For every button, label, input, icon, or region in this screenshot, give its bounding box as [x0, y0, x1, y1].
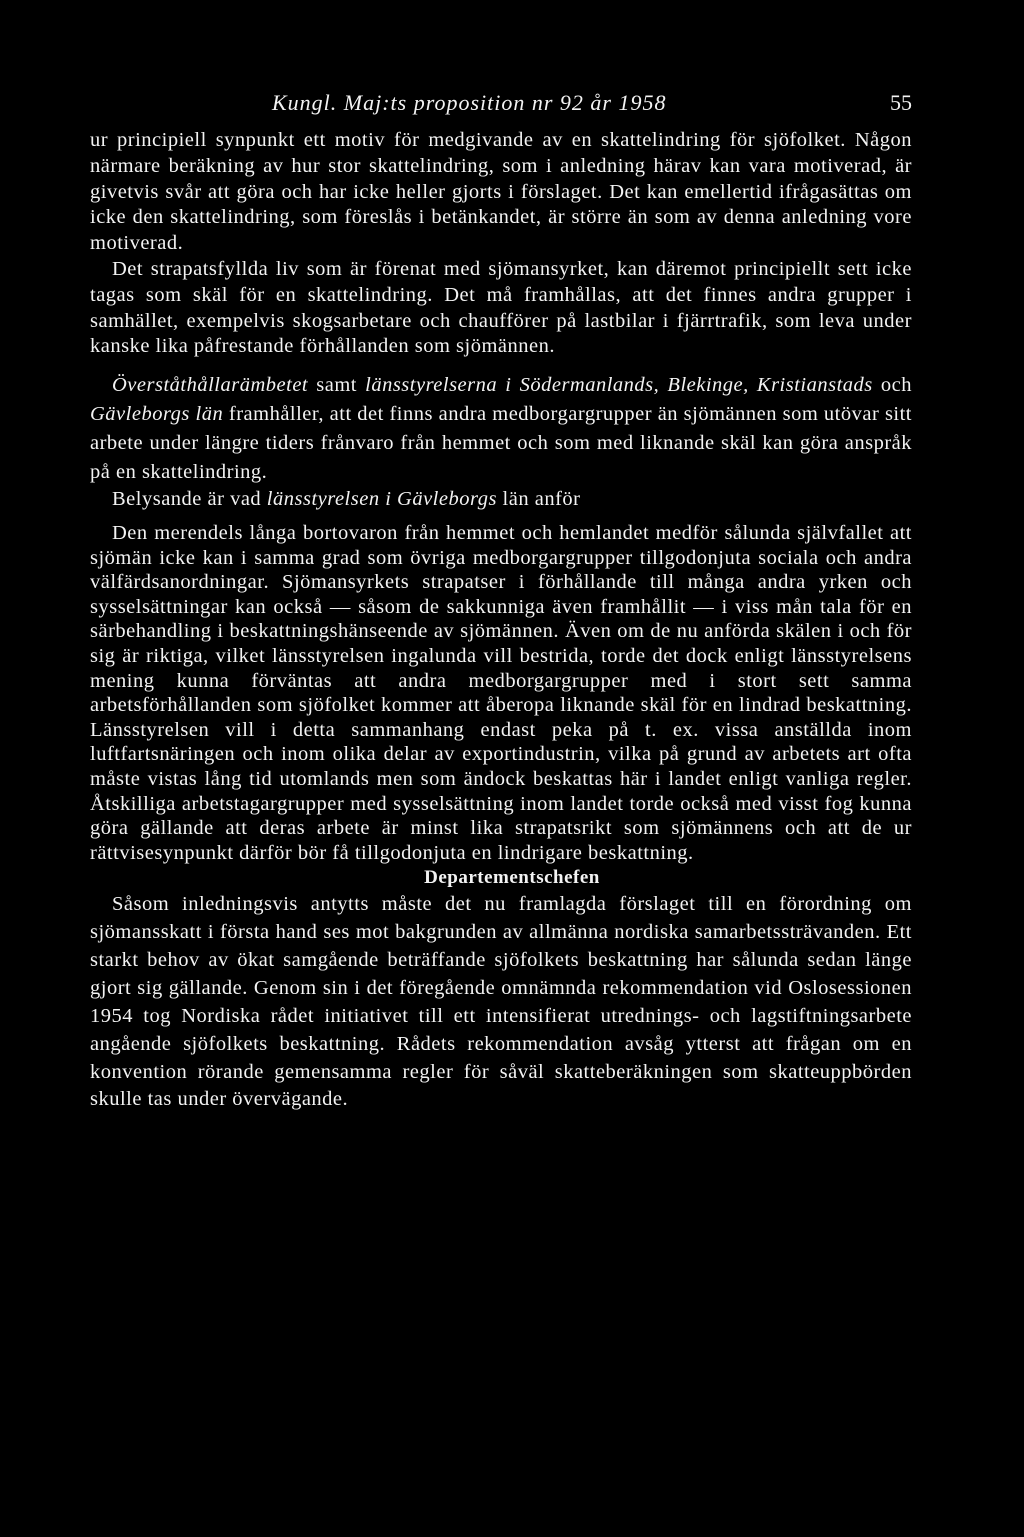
paragraph-3 — [90, 371, 912, 487]
body-text — [90, 128, 912, 1114]
paragraph-2: Det strapatsfyllda liv som är förenat med sjömansyrket, kan däremot principiellt sett icke tagas som skäl för en skattelindring. Det må framhållas, att det finnes andra grupper i samhället, exempelvis skogsarbetare och chaufförer på lastbilar i fjärrtrafik, som leva under kanske lika påfrestande förhållanden som sjömännen. — [90, 257, 912, 358]
paragraph-3-text-3: framhåller, att det finns andra medborgargrupper än sjömännen som utövar sitt arbete under längre tiders frånvaro från hemmet och som med liknande skäl kan göra anspråk på en skattelindring. — [90, 403, 913, 484]
paragraph-4-text-1: Belysande är vad — [112, 488, 267, 511]
authority-name: Överståthållarämbetet — [112, 374, 309, 397]
page-number: 55 — [890, 90, 912, 115]
section-heading: Departementschefen — [424, 867, 600, 889]
running-head — [90, 84, 916, 120]
authority-name: Gävleborgs län — [90, 403, 224, 426]
paragraph-4 — [90, 487, 912, 513]
running-title: Kungl. Maj:ts proposition nr 92 år 1958 — [272, 90, 667, 115]
paragraph-1: ur principiell synpunkt ett motiv för medgivande av en skattelindring för sjöfolket. Någon närmare beräkning av hur stor skattelindring, som i anledning härav kan vara motiverad, är givetvis svår att göra och har icke heller gjorts i förslaget. Det kan emellertid ifrågasättas om icke den skattelindring, som föreslås i betänkandet, är större än som av denna anledning vore motiverad. — [90, 129, 912, 255]
paragraph-3-text-1: samt — [308, 374, 366, 397]
paragraph-5: Såsom inledningsvis antytts måste det nu framlagda förslaget till en förordning om sjömansskatt i första hand ses mot bakgrunden av allmänna nordiska samarbetssträvanden. Ett starkt behov av ökat samgående beträffande sjöfolkets beskattning har sålunda sedan länge gjort sig gällande. Genom sin i det föregående omnämnda rekommendation vid Oslosessionen 1954 tog Nordiska rådet initiativet till ett intensifierat utrednings- och lagstiftningsarbete angående sjöfolkets beskattning. Rådets rekommendation avsåg ytterst att frågan om en konvention rörande gemensamma regler för såväl skatteberäkningen som skatteuppbörden skulle tas under övervägande. — [90, 893, 912, 1111]
paragraph-3-text-2: och — [872, 374, 913, 397]
authority-name: länsstyrelserna i Södermanlands, Blekinge, Kristianstads — [365, 374, 873, 397]
paragraph-4-text-2: län anför — [496, 488, 581, 511]
authority-name: länsstyrelsen i Gävleborgs — [266, 488, 497, 511]
quoted-statement: Den merendels långa bortovaron från hemmet och hemlandet medför sålunda självfallet att sjömän icke kan i samma grad som övriga medborgargrupper tillgodonjuta sociala och andra välfärdsanordningar. Sjömansyrkets strapatser i förhållande till många andra yrken och sysselsättningar kan också — såsom de sakkunniga även framhållit — i viss mån tala för en särbehandling i beskattningshänseende av sjömännen. Även om de nu anförda skälen i och för sig är riktiga, vilket länsstyrelsen ingalunda vill bestrida, torde det dock enligt länsstyrelsens mening kunna förväntas att andra medborgargrupper med i stort sett samma arbetsförhållanden som sjöfolket kommer att åberopa liknande skäl för en lindrad beskattning. Länsstyrelsen vill i detta sammanhang endast peka på t. ex. vissa anställda inom luftfartsnäringen och inom olika delar av exportindustrin, vilka på grund av arbetets art ofta måste vistas lång tid utomlands men som ändock beskattas här i landet enligt vanliga regler. Åtskilliga arbetstagargrupper med sysselsättning inom landet torde också med visst fog kunna göra gällande att deras arbete är minst lika strapatsrikt som sjömännens och att de ur rättvisesynpunkt därför bör få tillgodonjuta en lindrigare beskattning. — [90, 521, 912, 864]
